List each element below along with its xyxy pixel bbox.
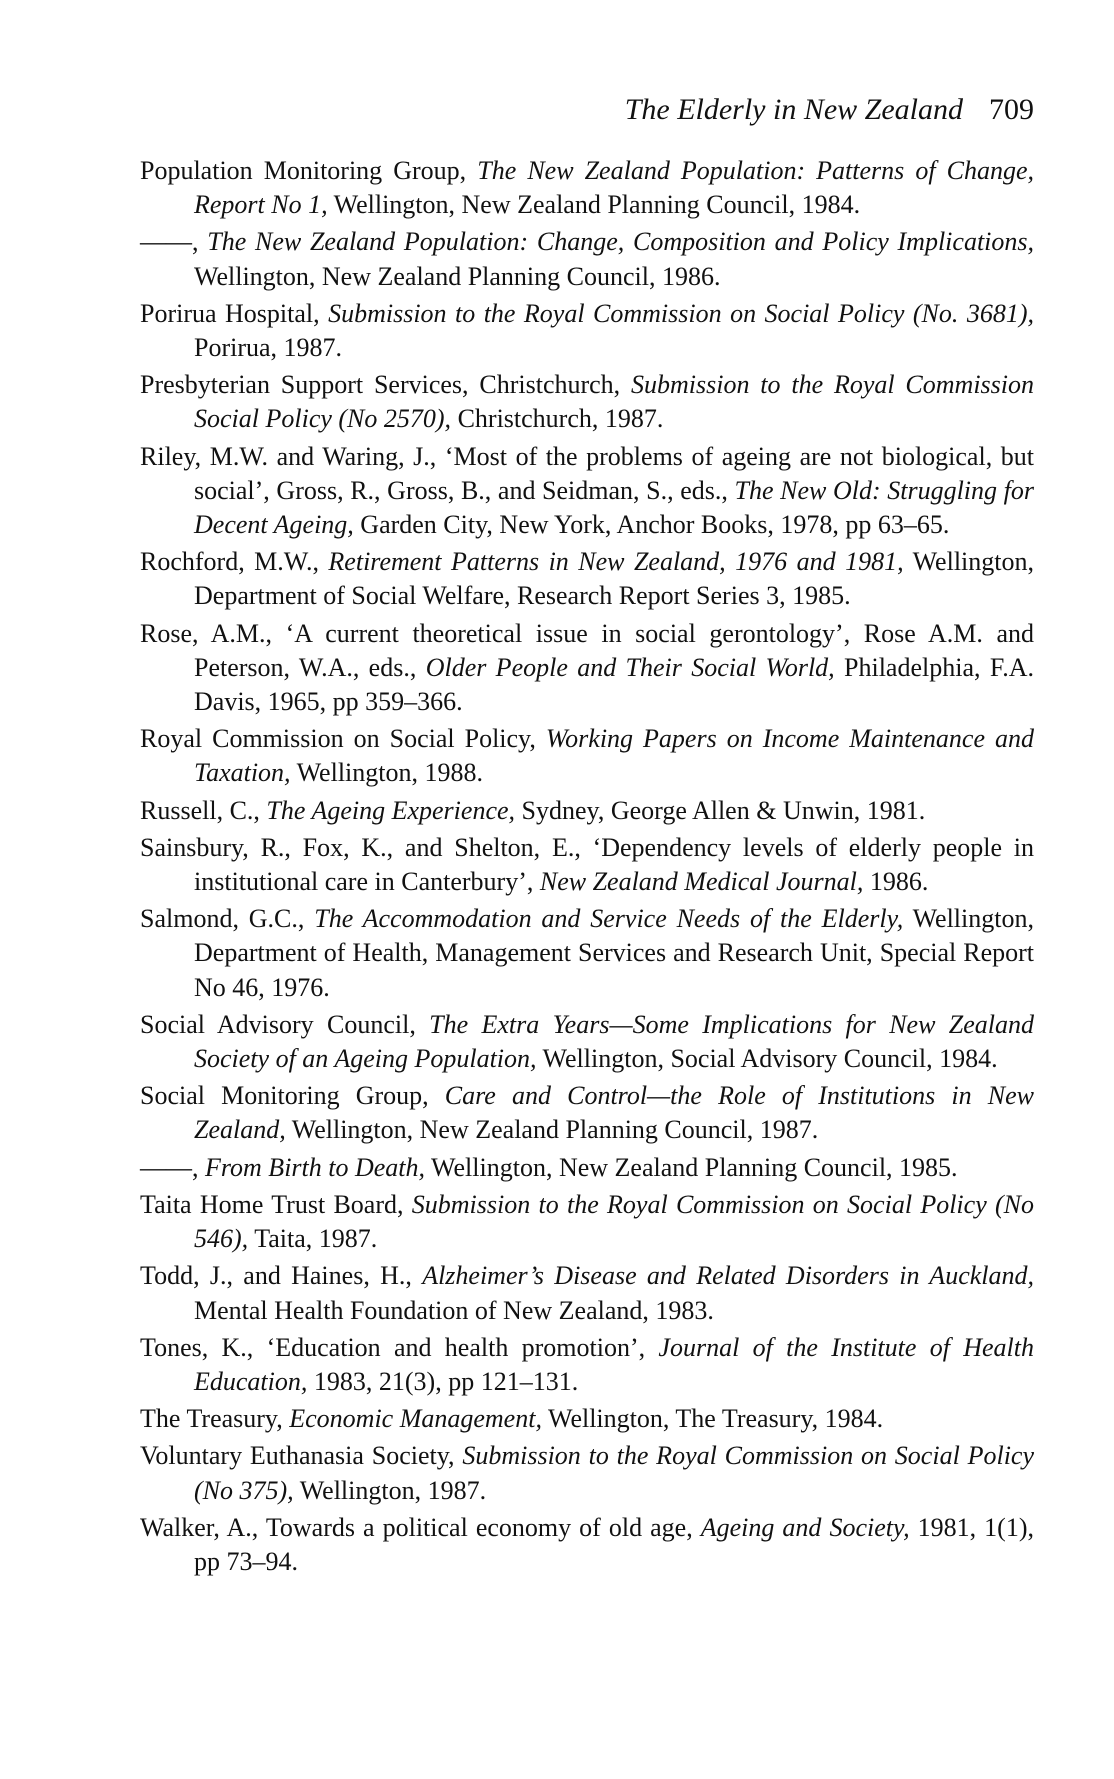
reference-text: Population Monitoring Group, — [140, 156, 478, 185]
reference-entry — [140, 902, 1034, 1005]
reference-text: Russell, C., — [140, 795, 267, 825]
reference-entry — [140, 722, 1034, 790]
reference-text: Rochford, M.W., — [140, 547, 329, 577]
reference-title: The Extra Years—Some Implications for New Zealand Society of an Ageing Population, — [194, 1009, 1034, 1074]
reference-text: Voluntary Euthanasia Society, — [140, 1441, 463, 1471]
reference-text: 1986. — [863, 867, 929, 897]
reference-title: Older People and Their Social World, — [425, 652, 835, 682]
reference-text: The Treasury, — [140, 1404, 290, 1434]
reference-entry — [140, 545, 1034, 613]
reference-entry — [140, 297, 1034, 365]
reference-entry — [140, 1331, 1034, 1399]
reference-title: The New Zealand Population: Change, Composition and Policy Implications, — [207, 227, 1035, 257]
reference-entry — [140, 1008, 1034, 1076]
reference-text: Rose, A.M., ‘A current theoretical issue in social gerontology’, Rose A.M. and Peterson, W.A., eds., — [140, 618, 1034, 682]
reference-title: Submission to the Royal Commission on Social Policy (No 546), — [194, 1189, 1034, 1254]
reference-entry — [140, 225, 1034, 293]
reference-text: Tones, K., ‘Education and health promotion’, — [140, 1332, 659, 1362]
reference-text: Sainsbury, R., Fox, K., and Shelton, E., ‘Dependency levels of elderly people in institutional care in Canterbury’, — [140, 832, 1034, 897]
reference-text: Social Monitoring Group, — [140, 1081, 445, 1111]
reference-entry — [140, 1151, 1034, 1185]
reference-entry — [140, 440, 1034, 543]
reference-text: Royal Commission on Social Policy, — [140, 724, 546, 754]
reference-entry — [140, 1439, 1034, 1507]
reference-title: Submission to the Royal Commission on Social Policy (No. 3681), — [328, 298, 1034, 328]
reference-text: Porirua Hospital, — [140, 298, 329, 328]
reference-text: Salmond, G.C., — [140, 904, 315, 934]
reference-title: From Birth to Death, — [205, 1152, 426, 1182]
reference-text: Garden City, New York, Anchor Books, 1978, pp 63–65. — [353, 510, 950, 540]
running-title: The Elderly in New Zealand — [624, 93, 963, 126]
reference-entry — [140, 1402, 1034, 1436]
page-header — [140, 92, 1034, 128]
reference-text: Todd, J., and Haines, H., — [140, 1261, 423, 1291]
reference-title: Ageing and Society, — [700, 1512, 910, 1542]
reference-text: Taita Home Trust Board, — [140, 1189, 412, 1219]
reference-text: Social Advisory Council, — [140, 1009, 430, 1039]
reference-text: 1983, 21(3), pp 121–131. — [307, 1366, 579, 1396]
reference-text: Wellington, 1987. — [293, 1475, 487, 1505]
reference-entry — [140, 1511, 1034, 1579]
reference-text: 1981, 1(1), pp 73–94. — [194, 1512, 1034, 1576]
reference-text: Wellington, 1988. — [290, 758, 483, 788]
reference-title: Alzheimer’s Disease and Related Disorders in Auckland, — [422, 1261, 1034, 1291]
reference-text: Wellington, New Zealand Planning Council, 1987. — [285, 1115, 819, 1145]
reference-entry — [140, 1079, 1034, 1147]
reference-entry — [140, 831, 1034, 899]
reference-title: Submission to the Royal Commission on Social Policy (No 375), — [194, 1441, 1035, 1505]
page-number: 709 — [989, 93, 1034, 126]
reference-entry — [140, 154, 1034, 222]
reference-title: Journal of the Institute of Health Education, — [194, 1332, 1034, 1396]
reference-text: Wellington, New Zealand Planning Council, 1984. — [327, 190, 861, 220]
reference-entry — [140, 1188, 1034, 1256]
reference-text: Walker, A., Towards a political economy of old age, — [140, 1512, 701, 1542]
reference-entry — [140, 1259, 1034, 1327]
reference-entry — [140, 794, 1034, 828]
reference-text: Sydney, George Allen & Unwin, 1981. — [515, 795, 926, 825]
reference-text: ——, — [140, 227, 208, 257]
reference-text: Wellington, Department of Health, Management Services and Research Unit, Special Report No 46, 1976. — [194, 904, 1034, 1002]
reference-text: Porirua, 1987. — [194, 333, 343, 363]
reference-text: Wellington, Social Advisory Council, 1984. — [536, 1044, 998, 1074]
reference-entry — [140, 617, 1034, 720]
reference-title: Working Papers on Income Maintenance and Taxation, — [194, 724, 1034, 788]
reference-text: Christchurch, 1987. — [451, 404, 664, 434]
reference-text: ——, — [140, 1152, 205, 1182]
reference-title: Care and Control—the Role of Institutions in New Zealand, — [194, 1081, 1034, 1145]
reference-title: Submission to the Royal Commission Social Policy (No 2570), — [194, 370, 1035, 434]
reference-entry — [140, 368, 1034, 436]
reference-title: Economic Management, — [289, 1404, 542, 1434]
reference-text: Riley, M.W. and Waring, J., ‘Most of the problems of ageing are not biological, but social’, Gross, R., Gross, B., and Seidman, S., eds., — [140, 441, 1034, 505]
reference-text: Taita, 1987. — [248, 1224, 378, 1254]
reference-text: Mental Health Foundation of New Zealand, 1983. — [194, 1295, 714, 1325]
reference-text: Wellington, New Zealand Planning Council, 1985. — [425, 1152, 958, 1182]
reference-text: Philadelphia, F.A. Davis, 1965, pp 359–366. — [194, 652, 1034, 717]
reference-title: New Zealand Medical Journal, — [539, 867, 864, 897]
reference-text: Wellington, New Zealand Planning Council, 1986. — [194, 261, 721, 291]
reference-list — [140, 154, 1034, 1582]
reference-title: The Accommodation and Service Needs of the Elderly, — [314, 904, 904, 934]
reference-text: Wellington, The Treasury, 1984. — [541, 1404, 884, 1434]
reference-title: The Ageing Experience, — [266, 795, 516, 825]
reference-title: The New Zealand Population: Patterns of Change, Report No 1, — [194, 156, 1034, 220]
reference-text: Presbyterian Support Services, Christchurch, — [140, 370, 632, 400]
reference-title: Retirement Patterns in New Zealand, 1976 and 1981, — [328, 547, 904, 577]
reference-title: The New Old: Struggling for Decent Ageing, — [194, 475, 1034, 540]
reference-text: Wellington, Department of Social Welfare, Research Report Series 3, 1985. — [194, 547, 1034, 611]
